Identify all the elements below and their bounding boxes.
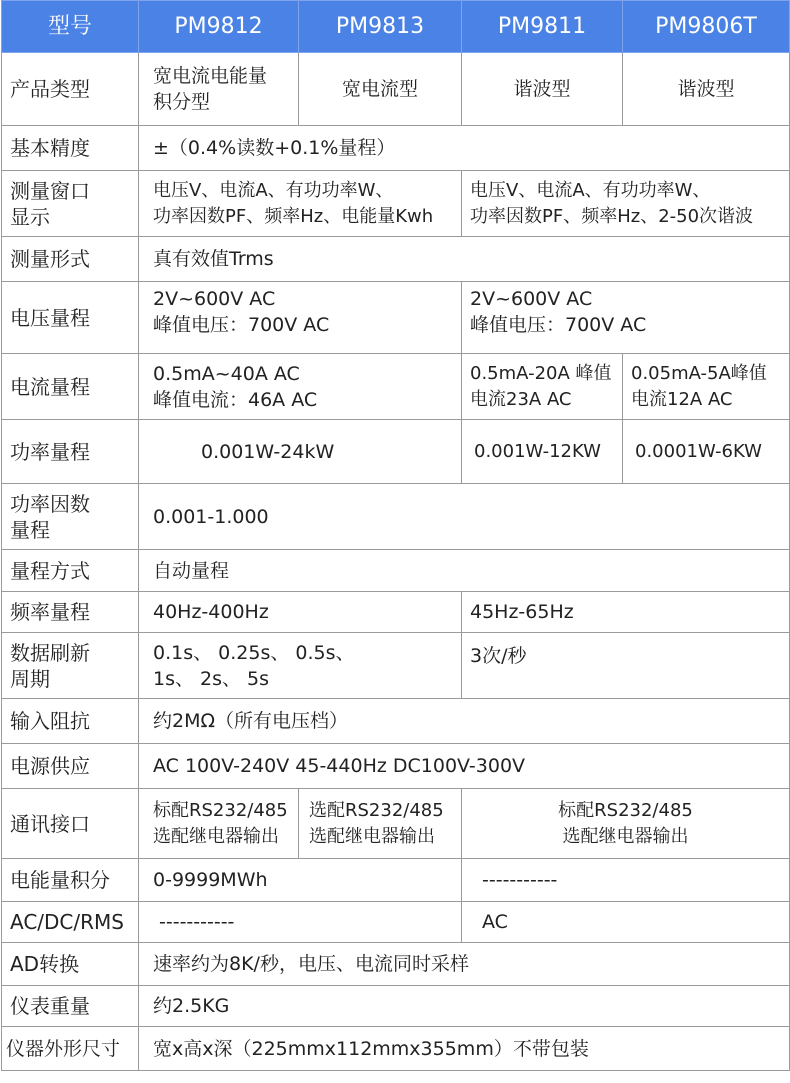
row-label: 输入阻抗 [2,699,139,744]
row-comm [2,789,790,859]
row-label: 电流量程 [2,354,139,420]
header-model-pm9812: PM9812 [139,1,299,53]
row-impedance [2,699,790,744]
row-label: 仪表重量 [2,986,139,1027]
row-label: 基本精度 [2,126,139,171]
cell-all: 约2MΩ（所有电压档） [139,699,790,744]
row-label: 通讯接口 [2,789,139,859]
spec-table [1,0,790,1071]
row-label: 数据刷新 周期 [2,633,139,699]
cell-pm9812: 标配RS232/485 选配继电器输出 [139,789,299,859]
cell-pm9812: 宽电流电能量 积分型 [139,53,299,126]
cell-left: 0.5mA~40A AC 峰值电流：46A AC [139,354,462,420]
cell-left: 40Hz-400Hz [139,592,462,633]
header-model-pm9811: PM9811 [462,1,623,53]
cell-left: 0-9999MWh [139,859,462,902]
header-model-pm9806t: PM9806T [623,1,790,53]
cell-right: 2V~600V AC 峰值电压：700V AC [462,282,790,354]
cell-pm9813: 宽电流型 [299,53,462,126]
row-label: 产品类型 [2,53,139,126]
cell-all: ±（0.4%读数+0.1%量程） [139,126,790,171]
row-power-supply [2,744,790,789]
row-power-range [2,420,790,484]
row-pf-range [2,484,790,550]
row-label: 功率因数 量程 [2,484,139,550]
cell-all: 速率约为8K/秒，电压、电流同时采样 [139,943,790,986]
cell-right: 标配RS232/485 选配继电器输出 [462,789,790,859]
cell-right: ----------- [462,859,790,902]
header-row [2,1,790,53]
cell-all: 自动量程 [139,550,790,592]
cell-pm9813: 选配RS232/485 选配继电器输出 [299,789,462,859]
cell-pm9806t: 谐波型 [623,53,790,126]
row-label: 测量窗口 显示 [2,171,139,237]
row-label: 电压量程 [2,282,139,354]
cell-pm9806t: 0.05mA-5A峰值 电流12A AC [623,354,790,420]
cell-all: AC 100V-240V 45-440Hz DC100V-300V [139,744,790,789]
cell-right: 3次/秒 [462,633,790,699]
cell-all: 宽x高x深（225mmx112mmx355mm）不带包装 [139,1027,790,1071]
cell-pm9811: 0.001W-12KW [462,420,623,484]
header-model-pm9813: PM9813 [299,1,462,53]
cell-left: 0.1s、 0.25s、 0.5s、 1s、 2s、 5s [139,633,462,699]
cell-right: 45Hz-65Hz [462,592,790,633]
cell-all: 0.001-1.000 [139,484,790,550]
row-freq-range [2,592,790,633]
cell-pm9811: 谐波型 [462,53,623,126]
row-label: 仪器外形尺寸 [2,1027,139,1071]
row-ad [2,943,790,986]
row-display [2,171,790,237]
row-weight [2,986,790,1027]
row-measure-form [2,237,790,282]
row-voltage-range [2,282,790,354]
row-energy [2,859,790,902]
header-model-label: 型号 [2,1,139,53]
row-label: 功率量程 [2,420,139,484]
cell-left: 0.001W-24kW [139,420,462,484]
cell-pm9806t: 0.0001W-6KW [623,420,790,484]
cell-right: 电压V、电流A、有功功率W、 功率因数PF、频率Hz、2-50次谐波 [462,171,790,237]
row-label: 量程方式 [2,550,139,592]
row-label: AD转换 [2,943,139,986]
row-product-type [2,53,790,126]
row-current-range [2,354,790,420]
cell-right: AC [462,902,790,943]
row-acdc [2,902,790,943]
cell-left: ----------- [139,902,462,943]
cell-all: 真有效值Trms [139,237,790,282]
row-label: 电源供应 [2,744,139,789]
cell-all: 约2.5KG [139,986,790,1027]
cell-left: 电压V、电流A、有功功率W、 功率因数PF、频率Hz、电能量Kwh [139,171,462,237]
row-label: 测量形式 [2,237,139,282]
row-accuracy [2,126,790,171]
row-label: 频率量程 [2,592,139,633]
row-label: 电能量积分 [2,859,139,902]
cell-left: 2V~600V AC 峰值电压：700V AC [139,282,462,354]
row-label: AC/DC/RMS [2,902,139,943]
row-refresh [2,633,790,699]
row-range-mode [2,550,790,592]
row-dimensions [2,1027,790,1071]
cell-pm9811: 0.5mA-20A 峰值 电流23A AC [462,354,623,420]
